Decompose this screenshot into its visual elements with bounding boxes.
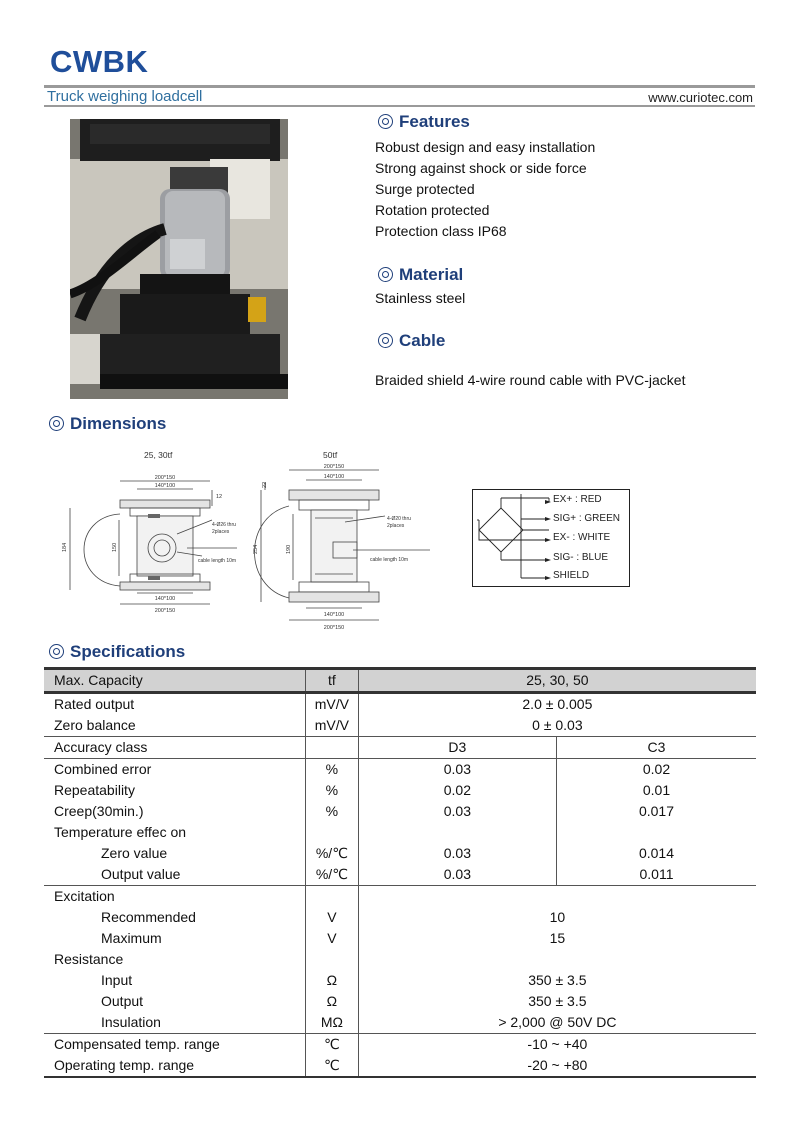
spec-value bbox=[358, 886, 756, 908]
spec-row bbox=[44, 737, 756, 759]
spec-unit: mV/V bbox=[306, 715, 359, 737]
spec-row bbox=[44, 669, 756, 693]
specifications-heading: Specifications bbox=[49, 642, 185, 662]
dim-hole-note: 4-Ø20 thru bbox=[387, 516, 411, 522]
spec-unit: ℃ bbox=[306, 1055, 359, 1077]
dim-hole-places: 2places bbox=[387, 523, 405, 529]
spec-value-d3: 0.03 bbox=[358, 843, 556, 864]
spec-value-d3: 0.03 bbox=[358, 864, 556, 886]
spec-unit bbox=[306, 822, 359, 843]
feature-item: Robust design and easy installation bbox=[375, 139, 596, 155]
spec-value-c3: 0.02 bbox=[556, 759, 756, 781]
wiring-diagram bbox=[472, 489, 630, 587]
features-list bbox=[375, 137, 595, 242]
spec-row bbox=[44, 970, 756, 991]
spec-label: Maximum bbox=[101, 930, 162, 946]
material-heading: Material bbox=[378, 265, 463, 285]
spec-row bbox=[44, 780, 756, 801]
drawing-caption-25-30tf: 25, 30tf bbox=[144, 450, 173, 460]
spec-value-d3 bbox=[358, 822, 556, 843]
spec-unit: mV/V bbox=[306, 693, 359, 716]
spec-label: Excitation bbox=[44, 886, 306, 908]
dim-hole-note: 4-Ø26 thru bbox=[212, 522, 236, 528]
website-link[interactable]: www.curiotec.com bbox=[648, 90, 753, 105]
dim-bottom-inner: 140*100 bbox=[323, 612, 345, 618]
spec-unit: % bbox=[306, 780, 359, 801]
spec-unit: ℃ bbox=[306, 1034, 359, 1056]
spec-label: Rated output bbox=[54, 696, 135, 712]
subtitle-divider bbox=[44, 105, 755, 107]
dim-top-inner: 140*100 bbox=[323, 474, 345, 480]
spec-value-d3: 0.02 bbox=[358, 780, 556, 801]
spec-unit: tf bbox=[306, 669, 359, 693]
spec-value: 350 ± 3.5 bbox=[358, 970, 756, 991]
spec-label: Resistance bbox=[54, 951, 124, 967]
spec-label: Accuracy class bbox=[44, 737, 306, 759]
spec-row bbox=[44, 949, 756, 970]
specifications-table bbox=[44, 667, 756, 1078]
spec-unit: Ω bbox=[306, 991, 359, 1012]
dimensions-heading: Dimensions bbox=[49, 414, 166, 434]
dim-inner-height: 190 bbox=[286, 544, 292, 554]
spec-row bbox=[44, 864, 756, 886]
spec-label: Zero balance bbox=[54, 717, 136, 733]
dim-cable-length: cable length 10m bbox=[198, 558, 237, 564]
feature-item: Protection class IP68 bbox=[375, 223, 507, 239]
spec-label: Max. Capacity bbox=[44, 669, 306, 693]
dim-bottom-width: 200*150 bbox=[154, 608, 176, 614]
double-circle-icon bbox=[378, 114, 393, 129]
spec-label: Combined error bbox=[44, 759, 306, 781]
dim-top-width: 200*150 bbox=[323, 464, 345, 470]
dim-total-height: 184 bbox=[62, 542, 68, 552]
feature-item: Surge protected bbox=[375, 181, 475, 197]
spec-row bbox=[44, 1034, 756, 1056]
spec-row bbox=[44, 907, 756, 928]
spec-label: Temperature effec on bbox=[54, 824, 187, 840]
double-circle-icon bbox=[378, 333, 393, 348]
material-text: Stainless steel bbox=[375, 290, 466, 306]
dim-hole-places: 2places bbox=[212, 529, 230, 535]
spec-value-c3: 0.011 bbox=[556, 864, 756, 886]
feature-item: Strong against shock or side force bbox=[375, 160, 587, 176]
spec-label: Output value bbox=[101, 866, 181, 882]
dim-top-width: 200*150 bbox=[154, 475, 176, 481]
spec-value: 15 bbox=[358, 928, 756, 949]
dim-top-inner: 140*100 bbox=[154, 483, 176, 489]
spec-unit: V bbox=[306, 907, 359, 928]
spec-unit: % bbox=[306, 801, 359, 822]
feature-item: Rotation protected bbox=[375, 202, 490, 218]
spec-value: 2.0 ± 0.005 bbox=[358, 693, 756, 716]
spec-value: 350 ± 3.5 bbox=[358, 991, 756, 1012]
spec-unit bbox=[306, 737, 359, 759]
dim-cable-length: cable length 10m bbox=[370, 557, 409, 563]
spec-value-c3: 0.014 bbox=[556, 843, 756, 864]
spec-unit: %/℃ bbox=[306, 864, 359, 886]
spec-label: Input bbox=[101, 972, 133, 988]
spec-value-c3: C3 bbox=[556, 737, 756, 759]
spec-value-c3: 0.017 bbox=[556, 801, 756, 822]
spec-unit: %/℃ bbox=[306, 843, 359, 864]
product-subtitle: Truck weighing loadcell bbox=[47, 88, 203, 105]
spec-label: Compensated temp. range bbox=[44, 1034, 306, 1056]
dim-top-offset: 22 bbox=[262, 481, 268, 488]
spec-label: Insulation bbox=[101, 1014, 161, 1030]
spec-label: Operating temp. range bbox=[44, 1055, 306, 1077]
spec-value: 25, 30, 50 bbox=[358, 669, 756, 693]
spec-label: Repeatability bbox=[54, 782, 135, 798]
spec-label: Output bbox=[101, 993, 144, 1009]
spec-value: 0 ± 0.03 bbox=[358, 715, 756, 737]
spec-value-c3: 0.01 bbox=[556, 780, 756, 801]
spec-value-d3: 0.03 bbox=[358, 801, 556, 822]
dim-total-height: 254 bbox=[253, 544, 259, 554]
spec-value-c3 bbox=[556, 822, 756, 843]
dim-bottom-width: 200*150 bbox=[323, 625, 345, 631]
double-circle-icon bbox=[49, 416, 64, 431]
spec-row bbox=[44, 991, 756, 1012]
wire-ex-plus-label: EX+ : RED bbox=[553, 494, 602, 505]
product-title: CWBK bbox=[50, 44, 149, 79]
double-circle-icon bbox=[378, 267, 393, 282]
spec-row bbox=[44, 801, 756, 822]
spec-row bbox=[44, 759, 756, 781]
spec-label: Recommended bbox=[101, 909, 196, 925]
drawing-caption-50tf: 50tf bbox=[323, 450, 338, 460]
spec-row bbox=[44, 693, 756, 716]
spec-label: Zero value bbox=[101, 845, 168, 861]
product-photo bbox=[70, 119, 288, 399]
spec-row bbox=[44, 928, 756, 949]
spec-unit: Ω bbox=[306, 970, 359, 991]
spec-unit: % bbox=[306, 759, 359, 781]
wire-sig-minus-label: SIG- : BLUE bbox=[553, 552, 609, 563]
spec-value: 10 bbox=[358, 907, 756, 928]
dimension-drawing-25-30tf bbox=[62, 462, 237, 622]
spec-row bbox=[44, 715, 756, 737]
spec-row bbox=[44, 843, 756, 864]
dim-plate-height: 12 bbox=[216, 494, 223, 500]
spec-value-d3: 0.03 bbox=[358, 759, 556, 781]
spec-label: Creep(30min.) bbox=[54, 803, 144, 819]
wire-sig-plus-label: SIG+ : GREEN bbox=[553, 513, 620, 524]
loadcell-photo-image bbox=[70, 119, 288, 399]
spec-unit bbox=[306, 949, 359, 970]
cable-heading: Cable bbox=[378, 331, 445, 351]
double-circle-icon bbox=[49, 644, 64, 659]
spec-value bbox=[358, 949, 756, 970]
dimension-drawing-50tf bbox=[245, 462, 430, 634]
spec-value: -20 ~ +80 bbox=[358, 1055, 756, 1077]
wire-ex-minus-label: EX- : WHITE bbox=[553, 532, 611, 543]
spec-value: -10 ~ +40 bbox=[358, 1034, 756, 1056]
spec-unit bbox=[306, 886, 359, 908]
dim-bottom-inner: 140*100 bbox=[154, 596, 176, 602]
spec-row bbox=[44, 1012, 756, 1034]
wire-shield-label: SHIELD bbox=[553, 570, 590, 581]
cable-text: Braided shield 4-wire round cable with PVC-jacket bbox=[375, 372, 686, 388]
spec-value: > 2,000 @ 50V DC bbox=[358, 1012, 756, 1034]
spec-row bbox=[44, 822, 756, 843]
spec-unit: V bbox=[306, 928, 359, 949]
spec-row bbox=[44, 886, 756, 908]
spec-row bbox=[44, 1055, 756, 1077]
dim-inner-height: 150 bbox=[112, 542, 118, 552]
spec-value-d3: D3 bbox=[358, 737, 556, 759]
spec-unit: MΩ bbox=[306, 1012, 359, 1034]
features-heading: Features bbox=[378, 112, 470, 132]
